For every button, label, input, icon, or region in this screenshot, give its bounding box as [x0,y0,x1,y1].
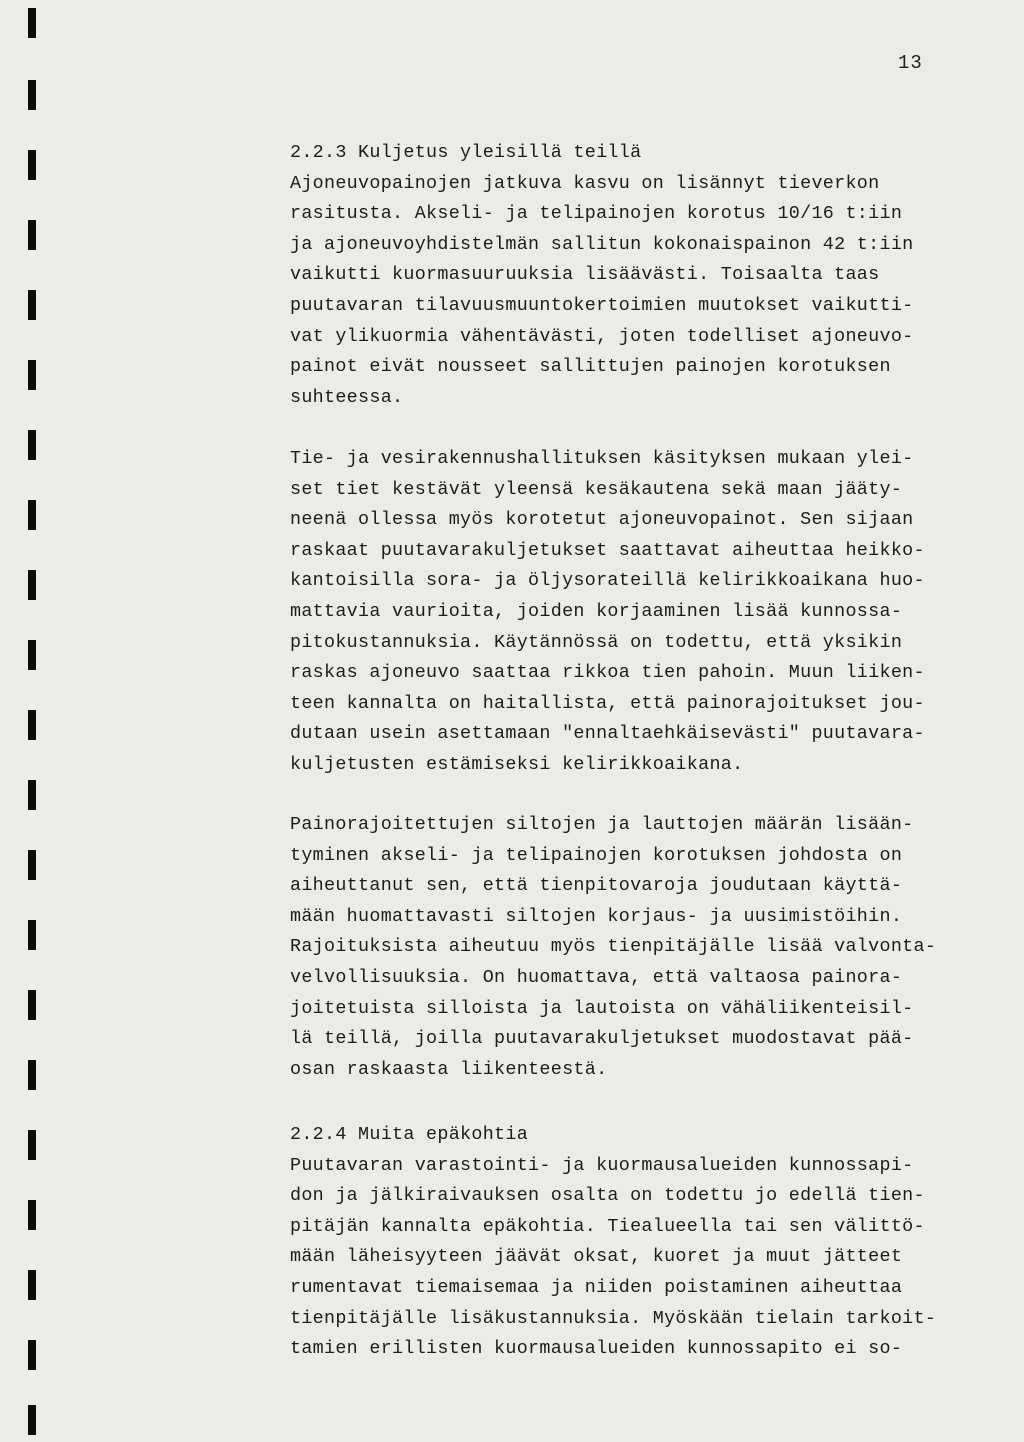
text-line: mään läheisyyteen jäävät oksat, kuoret ja muut jätteet [290,1246,903,1268]
text-line: rasitusta. Akseli- ja telipainojen korotus 10/16 t:iin [290,203,903,225]
text-line: vat ylikuormia vähentävästi, joten todelliset ajoneuvo- [290,325,914,347]
binder-hole [28,710,36,740]
text-line: Tie- ja vesirakennushallituksen käsityksen mukaan ylei- [290,448,914,469]
text-line: tamien erillisten kuormausalueiden kunnossapito ei so- [290,1338,903,1360]
text-line: Rajoituksista aiheutuu myös tienpitäjälle lisää valvonta- [290,936,937,958]
text-line: kuljetusten estämiseksi kelirikkoaikana. [290,753,744,775]
binder-hole [28,780,36,810]
binder-hole [28,220,36,250]
text-line: mattavia vaurioita, joiden korjaaminen lisää kunnossa- [290,600,903,622]
text-line: don ja jälkiraivauksen osalta on todettu jo edellä tien- [290,1185,925,1207]
binder-hole [28,920,36,950]
text-line: lä teillä, joilla puutavarakuljetukset muodostavat pää- [290,1028,914,1050]
binder-hole [28,360,36,390]
text-line: joitetuista silloista ja lautoista on vähäliikenteisil- [290,997,914,1019]
text-line: velvollisuuksia. On huomattava, että valtaosa painora- [290,966,903,988]
binder-hole [28,500,36,530]
binder-hole [28,1200,36,1230]
paragraph [290,1151,990,1365]
binder-hole [28,430,36,460]
section-2-2-4 [290,1120,990,1365]
text-line: Ajoneuvopainojen jatkuva kasvu on lisännyt tieverkon [290,172,880,194]
binder-holes [0,0,50,1442]
text-line: tienpitäjälle lisäkustannuksia. Myöskään tielain tarkoit- [290,1307,937,1329]
text-line: rumentavat tiemaisemaa ja niiden poistaminen aiheuttaa [290,1276,903,1298]
section-heading: 2.2.3 Kuljetus yleisillä teillä [290,142,642,163]
text-line: set tiet kestävät yleensä kesäkautena sekä maan jääty- [290,478,903,500]
binder-hole [28,640,36,670]
text-line: suhteessa. [290,386,404,408]
text-line: neenä ollessa myös korotetut ajoneuvopainot. Sen sijaan [290,509,914,531]
text-line: painot eivät nousseet sallittujen painojen korotuksen [290,356,891,378]
text-line: tyminen akseli- ja telipainojen korotuksen johdosta on [290,844,903,866]
section-heading: 2.2.4 Muita epäkohtia [290,1124,529,1145]
binder-hole [28,850,36,880]
binder-hole [28,1340,36,1370]
text-line: Painorajoitettujen siltojen ja lauttojen määrän lisään- [290,814,914,835]
text-line: vaikutti kuormasuuruuksia lisäävästi. Toisaalta taas [290,264,880,286]
binder-hole [28,570,36,600]
text-line: raskaat puutavarakuljetukset saattavat aiheuttaa heikko- [290,539,925,561]
text-line: dutaan usein asettamaan "ennaltaehkäisevästi" puutavara- [290,723,925,745]
binder-hole [28,1060,36,1090]
text-line: pitäjän kannalta epäkohtia. Tiealueella tai sen välittö- [290,1215,925,1237]
text-line: mään huomattavasti siltojen korjaus- ja uusimistöihin. [290,905,903,927]
binder-hole [28,290,36,320]
binder-hole [28,8,36,38]
text-line: pitokustannuksia. Käytännössä on todettu, että yksikin [290,631,903,653]
binder-hole [28,1270,36,1300]
text-line: kantoisilla sora- ja öljysorateillä kelirikkoaikana huo- [290,570,925,592]
text-line: teen kannalta on haitallista, että painorajoitukset jou- [290,692,925,714]
text-line: Puutavaran varastointi- ja kuormausalueiden kunnossapi- [290,1154,914,1176]
paragraph [290,444,990,781]
text-line: osan raskaasta liikenteestä. [290,1058,608,1080]
binder-hole [28,1405,36,1435]
text-line: aiheuttanut sen, että tienpitovaroja joudutaan käyttä- [290,875,903,897]
text-line: puutavaran tilavuusmuuntokertoimien muutokset vaikutti- [290,294,914,316]
binder-hole [28,150,36,180]
text-line: ja ajoneuvoyhdistelmän sallitun kokonaispainon 42 t:iin [290,233,914,255]
binder-hole [28,80,36,110]
paragraph [290,810,990,1085]
section-2-2-3 [290,138,990,413]
binder-hole [28,1130,36,1160]
page-number: 13 [898,52,923,74]
binder-hole [28,990,36,1020]
paragraph [290,169,990,414]
text-line: raskas ajoneuvo saattaa rikkoa tien pahoin. Muun liiken- [290,662,925,684]
